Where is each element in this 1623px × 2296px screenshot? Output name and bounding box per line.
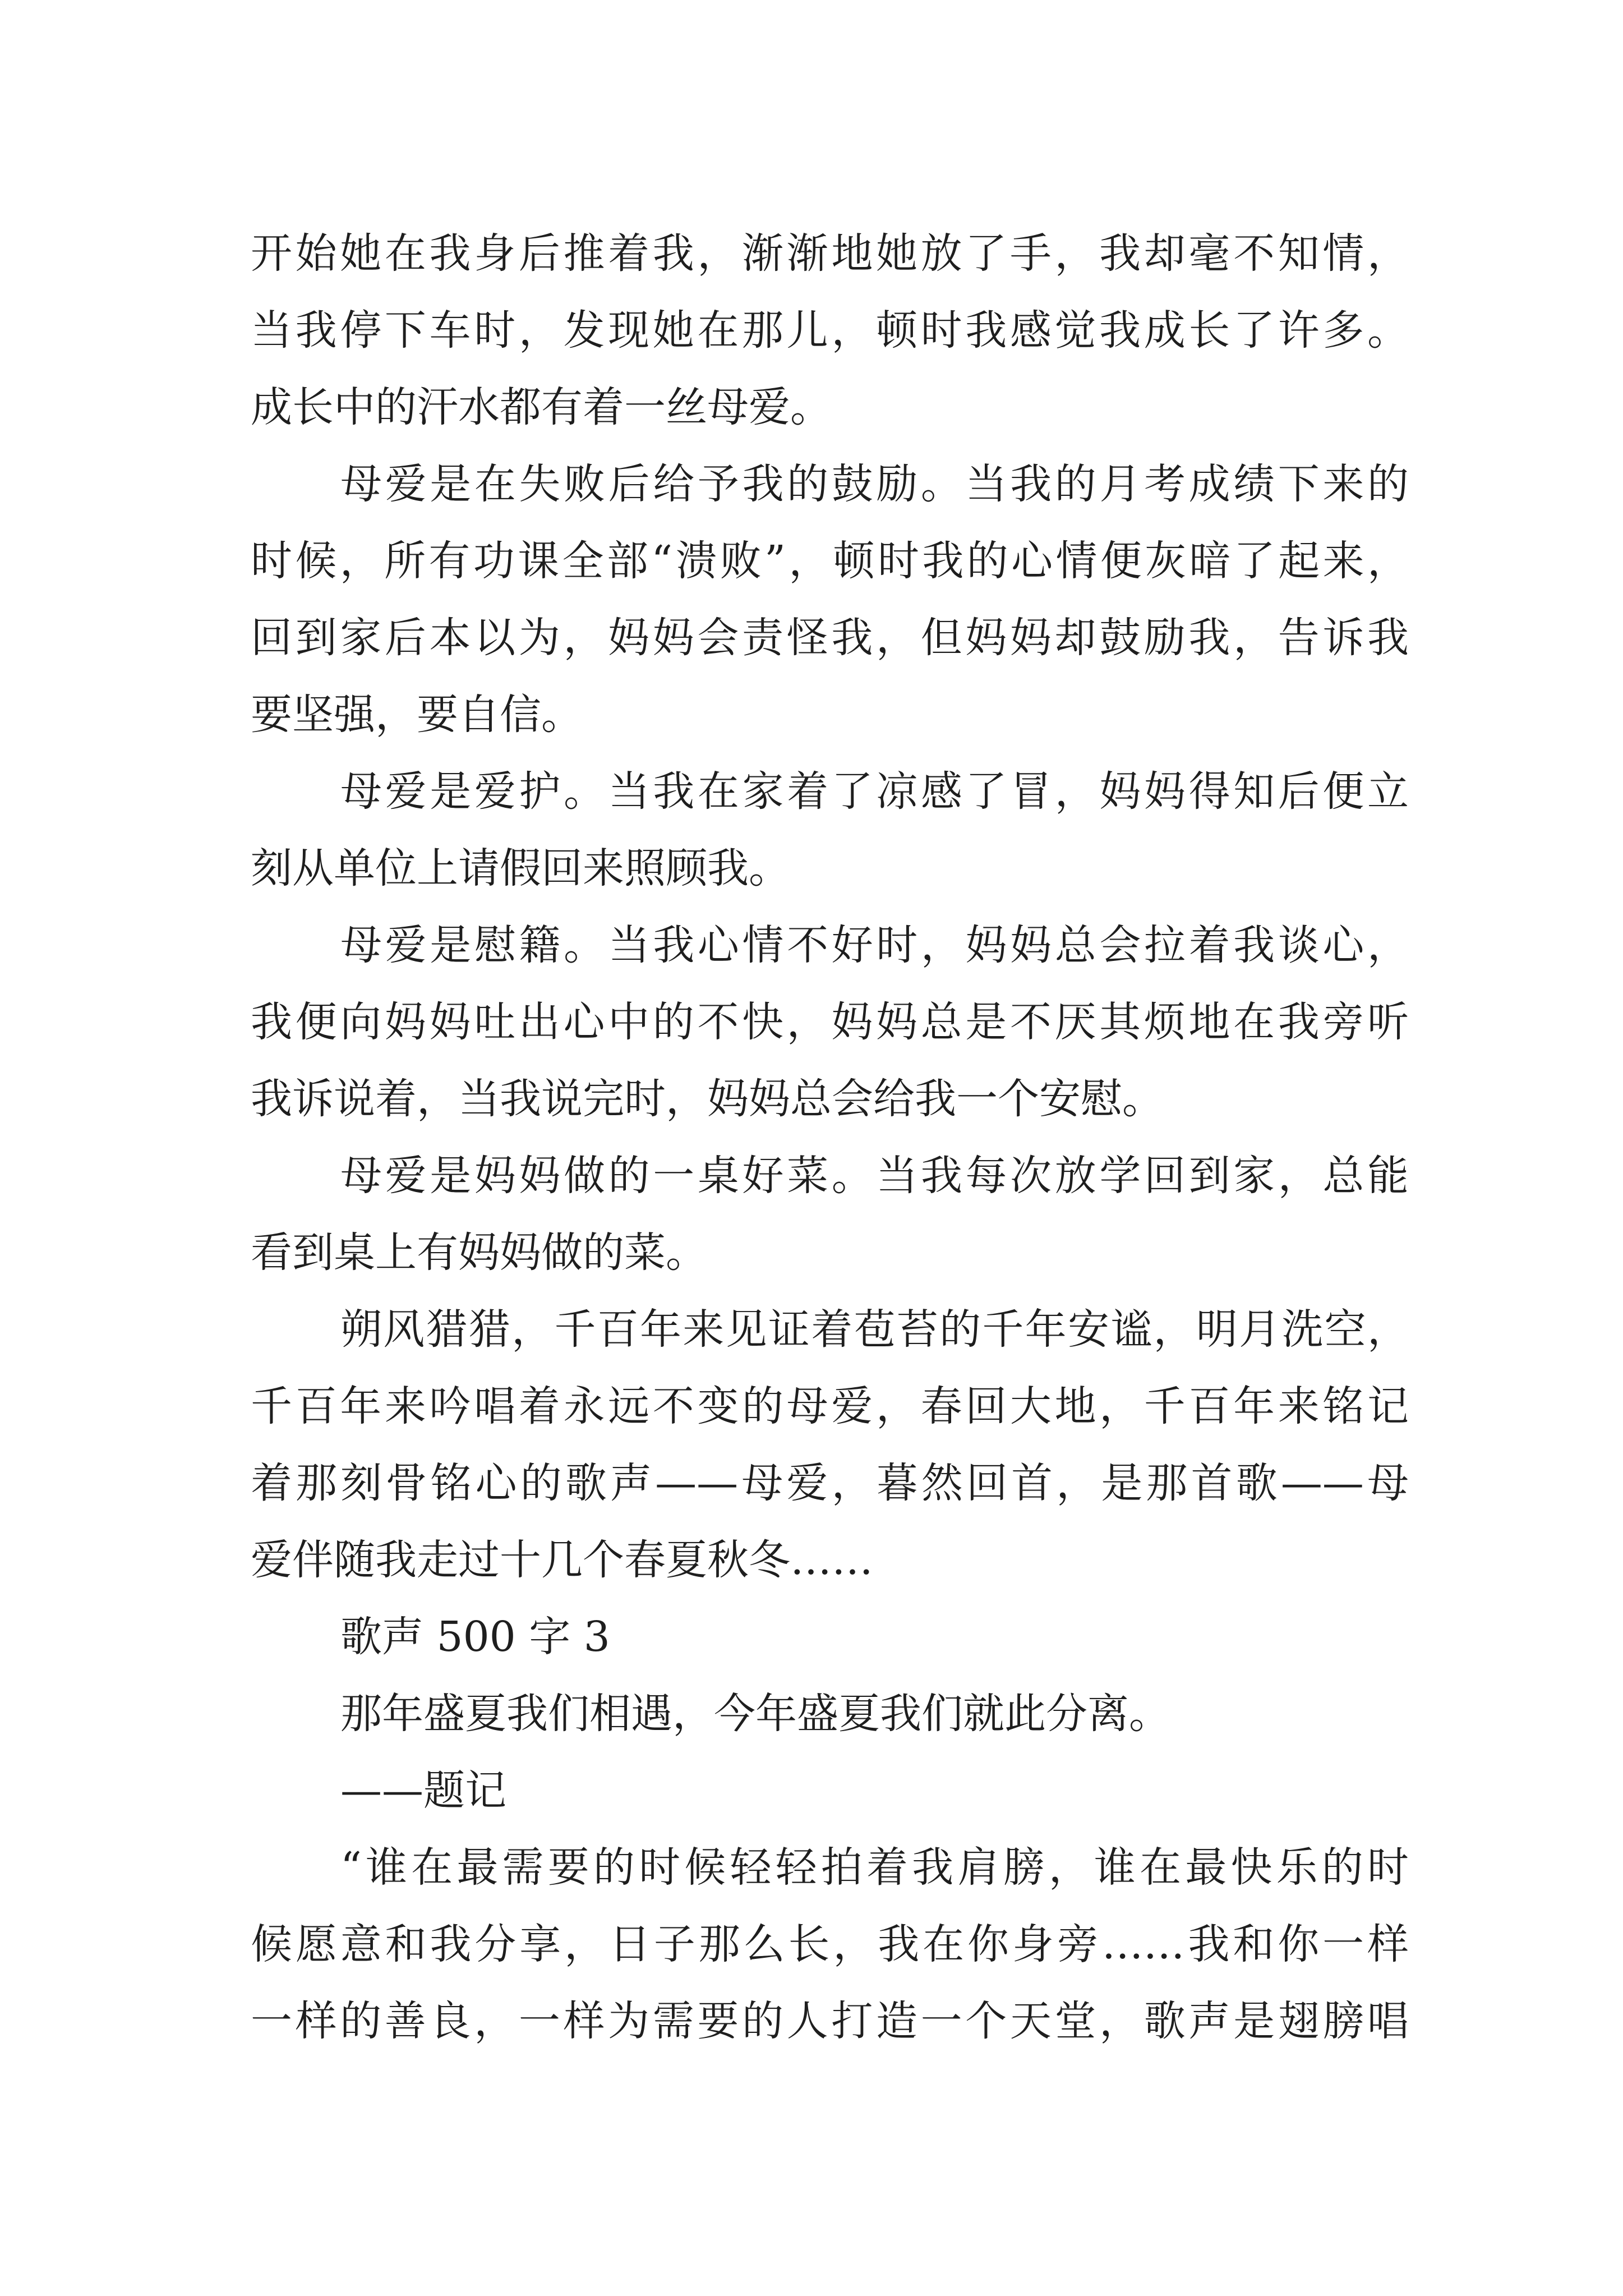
text-line: 母爱是爱护。当我在家着了凉感了冒，妈妈得知后便立	[340, 767, 1409, 816]
text-line: 一样的善良，一样为需要的人打造一个天堂，歌声是翅膀唱	[251, 1997, 1409, 2045]
text-line: 我便向妈妈吐出心中的不快，妈妈总是不厌其烦地在我旁听	[251, 998, 1409, 1046]
text-line: 朔风猎猎，千百年来见证着苞苔的千年安谧，明月洗空，	[340, 1305, 1409, 1354]
paragraph	[251, 1829, 1409, 2060]
paragraph	[251, 1138, 1409, 1291]
paragraph	[251, 907, 1409, 1138]
epigraph	[251, 1676, 1409, 1752]
paragraph	[251, 446, 1409, 753]
text-line: 那年盛夏我们相遇，今年盛夏我们就此分离。	[340, 1690, 1170, 1738]
text-line: 我诉说着，当我说完时，妈妈总会给我一个安慰。	[251, 1075, 1164, 1123]
paragraph	[251, 753, 1409, 907]
text-line: 当我停下车时，发现她在那儿，顿时我感觉我成长了许多。	[251, 306, 1409, 355]
text-line: 成长中的汗水都有着一丝母爱。	[251, 383, 832, 431]
text-line: “谁在最需要的时候轻轻拍着我肩膀，谁在最快乐的时	[340, 1843, 1409, 1892]
paragraph	[251, 215, 1409, 446]
text-line: 要坚强，要自信。	[251, 691, 583, 739]
text-line: 回到家后本以为，妈妈会责怪我，但妈妈却鼓励我，告诉我	[251, 614, 1409, 662]
text-line: 歌声 500 字 3	[340, 1613, 610, 1661]
text-line: 候愿意和我分享，日子那么长，我在你身旁……我和你一样	[251, 1920, 1409, 1968]
text-line: 母爱是在失败后给予我的鼓励。当我的月考成绩下来的	[340, 460, 1409, 508]
text-line: 开始她在我身后推着我，渐渐地她放了手，我却毫不知情，	[251, 229, 1409, 278]
text-line: 着那刻骨铭心的歌声——母爱，暮然回首，是那首歌——母	[251, 1459, 1409, 1507]
text-line: 时候，所有功课全部“溃败”，顿时我的心情便灰暗了起来，	[251, 537, 1409, 585]
section-heading	[251, 1599, 1409, 1676]
text-line: ——题记	[340, 1766, 506, 1815]
epigraph-attribution	[251, 1752, 1409, 1829]
text-line: 爱伴随我走过十几个春夏秋冬……	[251, 1536, 873, 1584]
text-line: 千百年来吟唱着永远不变的母爱，春回大地，千百年来铭记	[251, 1382, 1409, 1430]
text-line: 看到桌上有妈妈做的菜。	[251, 1228, 707, 1277]
paragraph	[251, 1291, 1409, 1599]
body-text	[251, 215, 1409, 2060]
text-line: 母爱是妈妈做的一桌好菜。当我每次放学回到家，总能	[340, 1152, 1409, 1200]
text-line: 刻从单位上请假回来照顾我。	[251, 844, 790, 892]
text-line: 母爱是慰籍。当我心情不好时，妈妈总会拉着我谈心，	[340, 921, 1409, 969]
